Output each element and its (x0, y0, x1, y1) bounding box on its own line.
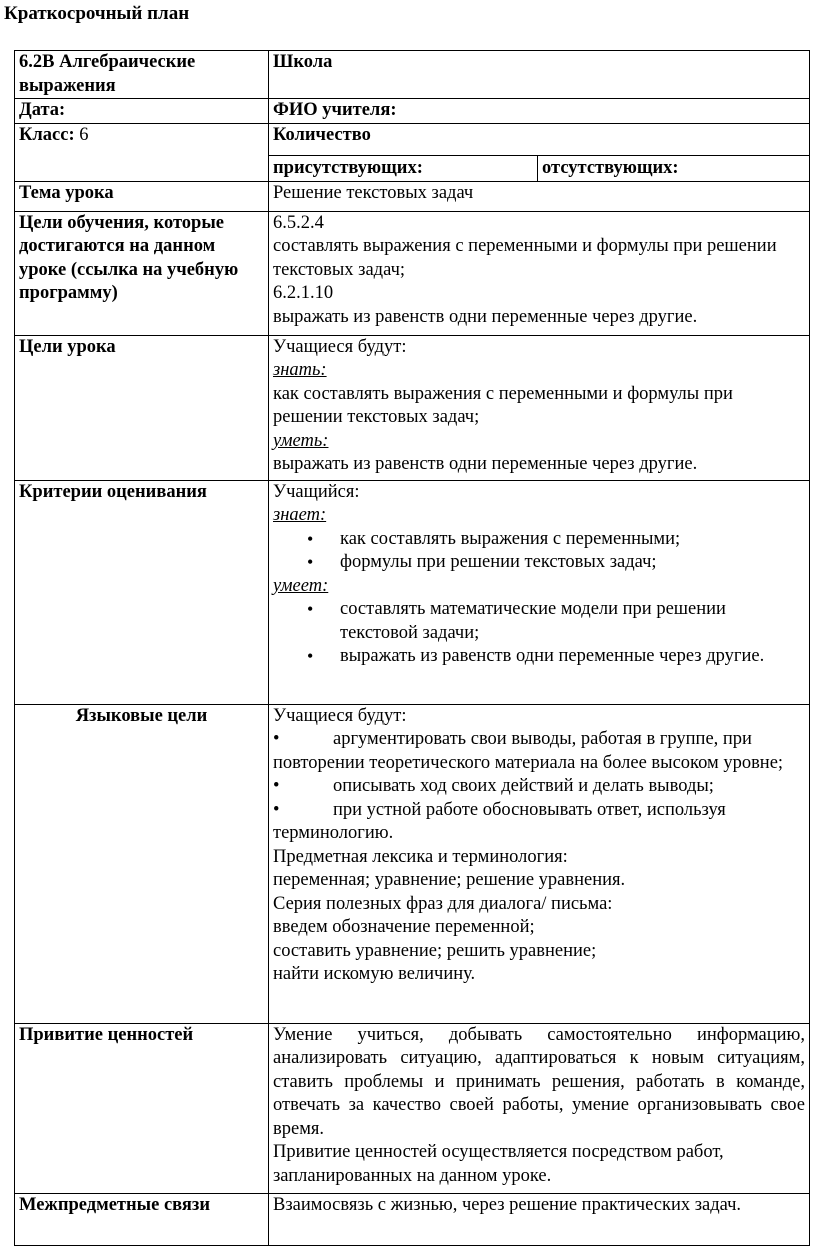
lesson-plan-table (14, 50, 810, 1246)
values-value (269, 1023, 810, 1193)
page-title: Краткосрочный план (4, 3, 190, 24)
phrases-label: Серия полезных фраз для диалога/ письма: (273, 893, 613, 914)
class-cell (15, 123, 269, 181)
unit-cell: 6.2В Алгебраические выражения (15, 51, 269, 99)
row-date (15, 99, 810, 124)
class-value: 6 (79, 124, 89, 145)
absent-cell: отсутствующих: (538, 155, 810, 181)
list-item: • формулы при решении текстовых задач; (273, 551, 805, 575)
language-goals-value (269, 704, 810, 1023)
knows-label: знает: (273, 505, 327, 525)
know-label: знать: (273, 360, 327, 380)
vocab-text: переменная; уравнение; решение уравнения. (273, 870, 626, 890)
language-goals-label: Языковые цели (15, 704, 269, 1023)
bullet-icon: • (273, 729, 280, 749)
values-text-1: Умение учиться, добывать самостоятельно информацию, анализировать ситуацию, адаптироваться к новым ситуациям, ставить проблемы и принимать решения, работать в команде, отвечать за качество своей работы, умение организовывать свое время. (273, 1024, 805, 1139)
list-item: • при устной работе обосновывать ответ, используя терминологию. (273, 799, 726, 843)
phrase-3: найти искомую величину. (273, 964, 476, 984)
row-class (15, 123, 810, 155)
cross-links-label: Межпредметные связи (15, 1193, 269, 1245)
lesson-goals-intro: Учащиеся будут: (273, 336, 407, 357)
list-item: • описывать ход своих действий и делать выводы; (273, 775, 805, 799)
date-cell: Дата: (15, 99, 269, 124)
row-language-goals (15, 704, 810, 1023)
can-label: уметь: (273, 430, 329, 451)
row-cross-links (15, 1193, 810, 1245)
can-text: выражать из равенств одни переменные через другие. (273, 454, 698, 474)
values-label: Привитие ценностей (15, 1023, 269, 1193)
row-learning-goals (15, 211, 810, 335)
list-item: • выражать из равенств одни переменные через другие. (273, 645, 805, 669)
teacher-cell: ФИО учителя: (269, 99, 810, 124)
learning-goal-code-1: 6.5.2.4 (273, 212, 324, 233)
lesson-goals-value (269, 335, 810, 480)
count-cell: Количество (269, 123, 810, 155)
list-item: • как составлять выражения с переменными; (273, 528, 805, 552)
bullet-icon: • (273, 799, 280, 820)
class-label: Класс: (19, 124, 75, 145)
phrase-1: введем обозначение переменной; (273, 917, 535, 937)
values-text-2: Привитие ценностей осуществляется посредством работ, запланированных на данном уроке. (273, 1142, 724, 1186)
phrase-2: составить уравнение; решить уравнение; (273, 940, 597, 961)
row-criteria (15, 480, 810, 704)
school-cell: Школа (269, 51, 810, 99)
cross-links-value: Взаимосвязь с жизнью, через решение практических задач. (269, 1193, 810, 1245)
present-cell: присутствующих: (269, 155, 538, 181)
topic-label: Тема урока (15, 181, 269, 211)
row-topic (15, 181, 810, 211)
criteria-label: Критерии оценивания (15, 480, 269, 704)
list-item: • аргументировать свои выводы, работая в группе, при повторении теоретического материала на более высоком уровне; (273, 729, 784, 773)
vocab-label: Предметная лексика и терминология: (273, 846, 568, 867)
row-lesson-goals (15, 335, 810, 480)
learning-goals-value (269, 211, 810, 335)
language-goals-intro: Учащиеся будут: (273, 705, 407, 726)
learning-goal-code-2: 6.2.1.10 (273, 283, 334, 303)
knows-list (273, 528, 805, 575)
lesson-goals-label: Цели урока (15, 335, 269, 480)
row-unit (15, 51, 810, 99)
can-list (273, 598, 805, 669)
learning-goal-text-1: составлять выражения с переменными и формулы при решении текстовых задач; (273, 236, 777, 280)
know-text: как составлять выражения с переменными и формулы при решении текстовых задач; (273, 383, 733, 427)
row-values (15, 1023, 810, 1193)
bullet-icon: • (273, 776, 280, 796)
can-label: умеет: (273, 575, 329, 596)
learning-goals-label: Цели обучения, которые достигаются на данном уроке (ссылка на учебную программу) (15, 211, 269, 335)
criteria-value (269, 480, 810, 704)
list-item: • составлять математические модели при решении текстовой задачи; (273, 598, 805, 645)
topic-value: Решение текстовых задач (269, 181, 810, 211)
learning-goal-text-2: выражать из равенств одни переменные через другие. (273, 306, 698, 327)
criteria-intro: Учащийся: (273, 481, 360, 502)
